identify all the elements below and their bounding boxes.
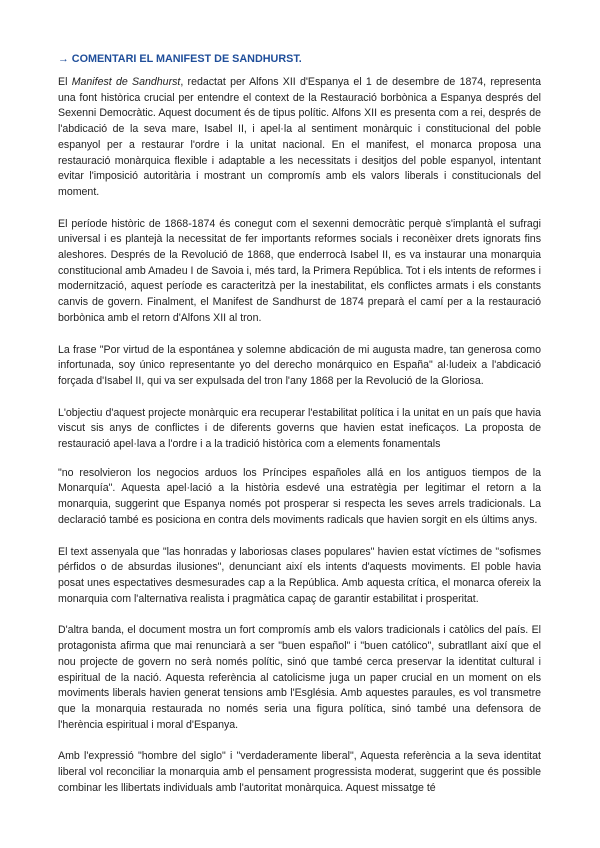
manifest-title-italic: Manifest de Sandhurst [71,76,181,88]
paragraph-catholic-values: D'altra banda, el document mostra un fort compromís amb els valors tradicionals i catòlics del país. El protagonista afirma que mai renunciarà a ser "buen español" i "buen católico", subratllant així que el nou projecte de govern no serà només polític, sinó que també cerca preservar la identitat cultural i espiritual de la nació. Aquesta referència al catolicisme juga un paper crucial en un moment on els moviments liberals havien generat tensions amb l'Església. Amb aquestes paraules, es vol transmetre que la monarquia restaurada no només seria una figura política, sinó també una defensora de l'herència espiritual i moral d'Espanya. [58,624,541,731]
document-title: → COMENTARI EL MANIFEST DE SANDHURST. [58,53,302,65]
paragraph-popular-classes: El text assenyala que "las honradas y laboriosas clases populares" havien estat víctimes de "sofismes pérfidos o de absurdas ilusiones", denunciant així els intents d'aquests moviments. El poble havia posat unes espectatives desmesurades cap a la República. Amb aquesta crítica, el monarca ofereix la monarquia com l'alternativa realista i pragmàtica capaç de garantir estabilitat i prosperitat. [58,545,541,605]
paragraph-liberal-identity: Amb l'expressió "hombre del siglo" i "verdaderamente liberal", Aquesta referència a la seva identitat liberal vol reconciliar la monarquia amb el pensament progressista moderat, suggerint que és possible combinar les llibertats individuals amb l'autoritat monàrquica. Aquest missatge té [58,750,541,794]
paragraph-abdication-quote: La frase "Por virtud de la espontánea y solemne abdicación de mi augusta madre, tan generosa como infortunada, soy único representante yo del derecho monárquico en España" al·ludeix a l'abdicació forçada d'Isabel II, qui va ser expulsada del tron l'any 1868 per la Revolució de la Gloriosa. [58,343,541,387]
intro-rest: , redactat per Alfons XII d'Espanya el 1 de desembre de 1874, representa una font històrica crucial per entendre el context de la Restauració borbònica a Espanya després del Sexenni Democràtic. Aquest document és de tipus polític. Alfons XII es presenta com a rei, després de l'abdicació de la seva mare, Isabel II, i apel·la al sentiment monàrquic i constitucional del poble espanyol per a restaurar l'ordre i la unitat nacional. En el manifest, el monarca proposa una restauració monàrquica flexible i adaptable a les necessitats i desitjos del poble espanyol, intentant evitar l'imposició autoritària i mostrant un compromís amb els valors liberals i constitucionals del moment. [58,76,541,198]
intro-prefix: El [58,76,72,88]
intro-paragraph [58,75,541,201]
paragraph-tradition: "no resolvieron los negocios arduos los Príncipes españoles allá en los antiguos tiempos de la Monarquía". Aquesta apel·lació a la història esdevé una estratègia per legitimar el retorn a la monarquia, suggerint que Espanya només pot prosperar si respecta les seves arrels tradicionals. La declaració també es posiciona en contra dels moviments radicals que havien sorgit en els últims anys. [58,466,541,526]
document-page [58,52,541,796]
paragraph-objective: L'objectiu d'aquest projecte monàrquic era recuperar l'estabilitat política i la unitat en un país que havia viscut sis anys de conflictes i de diferents governs que havien estat ineficaços. La proposta de restauració apel·lava a l'ordre i a la tradició històrica com a elements fonamentals [58,406,541,451]
paragraph-historical-context: El període històric de 1868-1874 és conegut com el sexenni democràtic perquè s'implantà el sufragi universal i es plantejà la necessitat de fer importants reformes socials i reconèixer drets ignorats fins aleshores. Després de la Revolució de 1868, que enderrocà Isabel II, es va instaurar una monarquia constitucional amb Amadeu I de Savoia i, més tard, la Primera República. Tot i els intents de reformes i modernització, aquest període es caracteritzà per la inestabilitat, els conflictes armats i els constants canvis de govern. Finalment, el Manifest de Sandhurst de 1874 preparà el camí per a la restauració borbònica amb el retorn d'Alfons XII al tron. [58,217,541,324]
